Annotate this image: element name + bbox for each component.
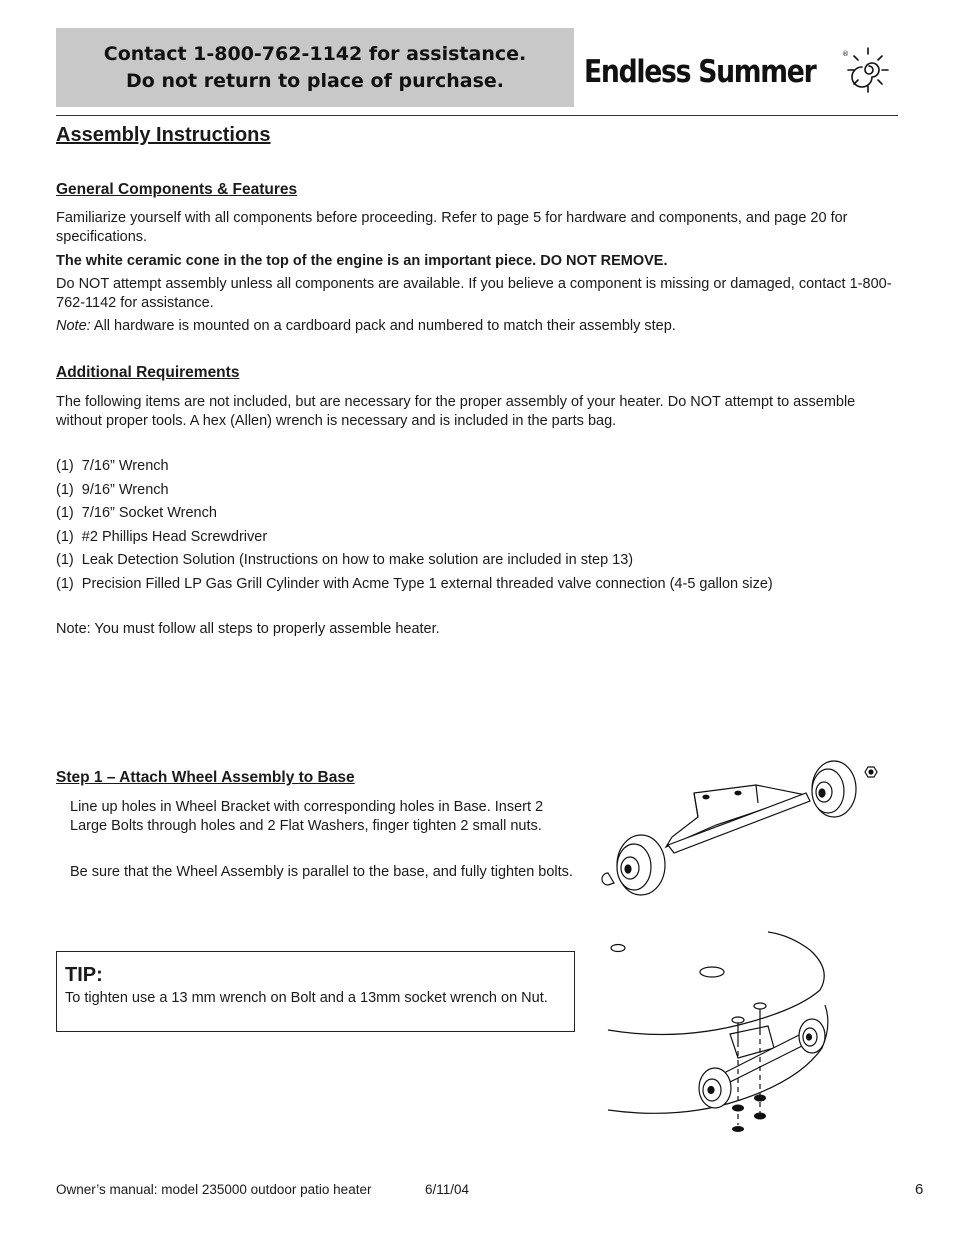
item-text: 7/16” Wrench bbox=[81, 458, 169, 474]
requirements-list bbox=[56, 455, 901, 596]
item-text: Leak Detection Solution (Instructions on how to make solution are included in step 13) bbox=[81, 552, 634, 568]
item-text: 7/16” Socket Wrench bbox=[81, 505, 217, 521]
additional-paragraph: The following items are not included, but are necessary for the proper assembly of your heater. Do NOT attempt to assemble without proper tools. A hex (Allen) wrench is necessary and is included in the parts bag. bbox=[56, 394, 856, 429]
general-note bbox=[56, 317, 901, 336]
wheel-assembly-illustration bbox=[596, 745, 896, 905]
list-item bbox=[56, 502, 901, 526]
additional-heading: Additional Requirements bbox=[56, 364, 240, 381]
note-text: All hardware is mounted on a cardboard pack and numbered to match their assembly step. bbox=[90, 318, 676, 334]
step1-heading: Step 1 – Attach Wheel Assembly to Base bbox=[56, 769, 355, 786]
tip-text: To tighten use a 13 mm wrench on Bolt and a 13mm socket wrench on Nut. bbox=[65, 990, 548, 1006]
brand-logo bbox=[584, 50, 904, 100]
general-paragraph-1: Familiarize yourself with all components before proceeding. Refer to page 5 for hardware and components, and page 20 for specifications. bbox=[56, 210, 848, 245]
tip-title: TIP: bbox=[65, 964, 103, 986]
tip-box bbox=[56, 951, 575, 1032]
step1-paragraph-2: Be sure that the Wheel Assembly is parallel to the base, and fully tighten bolts. bbox=[70, 864, 573, 880]
sun-logo-icon bbox=[842, 44, 894, 96]
item-qty: (1) bbox=[56, 528, 74, 545]
contact-line-2: Do not return to place of purchase. bbox=[126, 69, 504, 92]
item-qty: (1) bbox=[56, 575, 74, 592]
footer-date: 6/11/04 bbox=[425, 1182, 470, 1197]
registered-mark: ® bbox=[842, 50, 849, 58]
list-item bbox=[56, 455, 901, 479]
general-warning: The white ceramic cone in the top of the engine is an important piece. DO NOT REMOVE. bbox=[56, 253, 668, 269]
item-qty: (1) bbox=[56, 458, 74, 474]
item-qty: (1) bbox=[56, 481, 74, 498]
footer-manual: Owner’s manual: model 235000 outdoor patio heater bbox=[56, 1182, 372, 1197]
base-wheels-illustration bbox=[600, 930, 900, 1135]
item-qty: (1) bbox=[56, 552, 74, 568]
item-text: 9/16” Wrench bbox=[81, 481, 169, 498]
contact-banner bbox=[56, 28, 574, 107]
additional-note: Note: You must follow all steps to properly assemble heater. bbox=[56, 621, 440, 637]
brand-name: Endless Summer bbox=[584, 54, 816, 90]
list-item bbox=[56, 549, 901, 573]
page-number: 6 bbox=[915, 1181, 924, 1198]
list-item bbox=[56, 526, 901, 550]
item-text: Precision Filled LP Gas Grill Cylinder with Acme Type 1 external threaded valve connection (4-5 gallon size) bbox=[81, 575, 773, 592]
note-label: Note: bbox=[56, 318, 91, 334]
header-rule bbox=[56, 115, 898, 116]
item-text: #2 Phillips Head Screwdriver bbox=[81, 528, 268, 545]
item-qty: (1) bbox=[56, 505, 74, 521]
contact-line-1: Contact 1-800-762-1142 for assistance. bbox=[103, 42, 527, 65]
list-item bbox=[56, 479, 901, 503]
step1-paragraph-1: Line up holes in Wheel Bracket with corresponding holes in Base. Insert 2 Large Bolts through holes and 2 Flat Washers, finger tighten 2 small nuts. bbox=[70, 799, 544, 834]
general-heading: General Components & Features bbox=[56, 181, 298, 198]
general-paragraph-2: Do NOT attempt assembly unless all components are available. If you believe a component is missing or damaged, contact 1-800-762-1142 for assistance. bbox=[56, 276, 892, 311]
list-item bbox=[56, 573, 901, 597]
page-title: Assembly Instructions bbox=[56, 124, 271, 146]
